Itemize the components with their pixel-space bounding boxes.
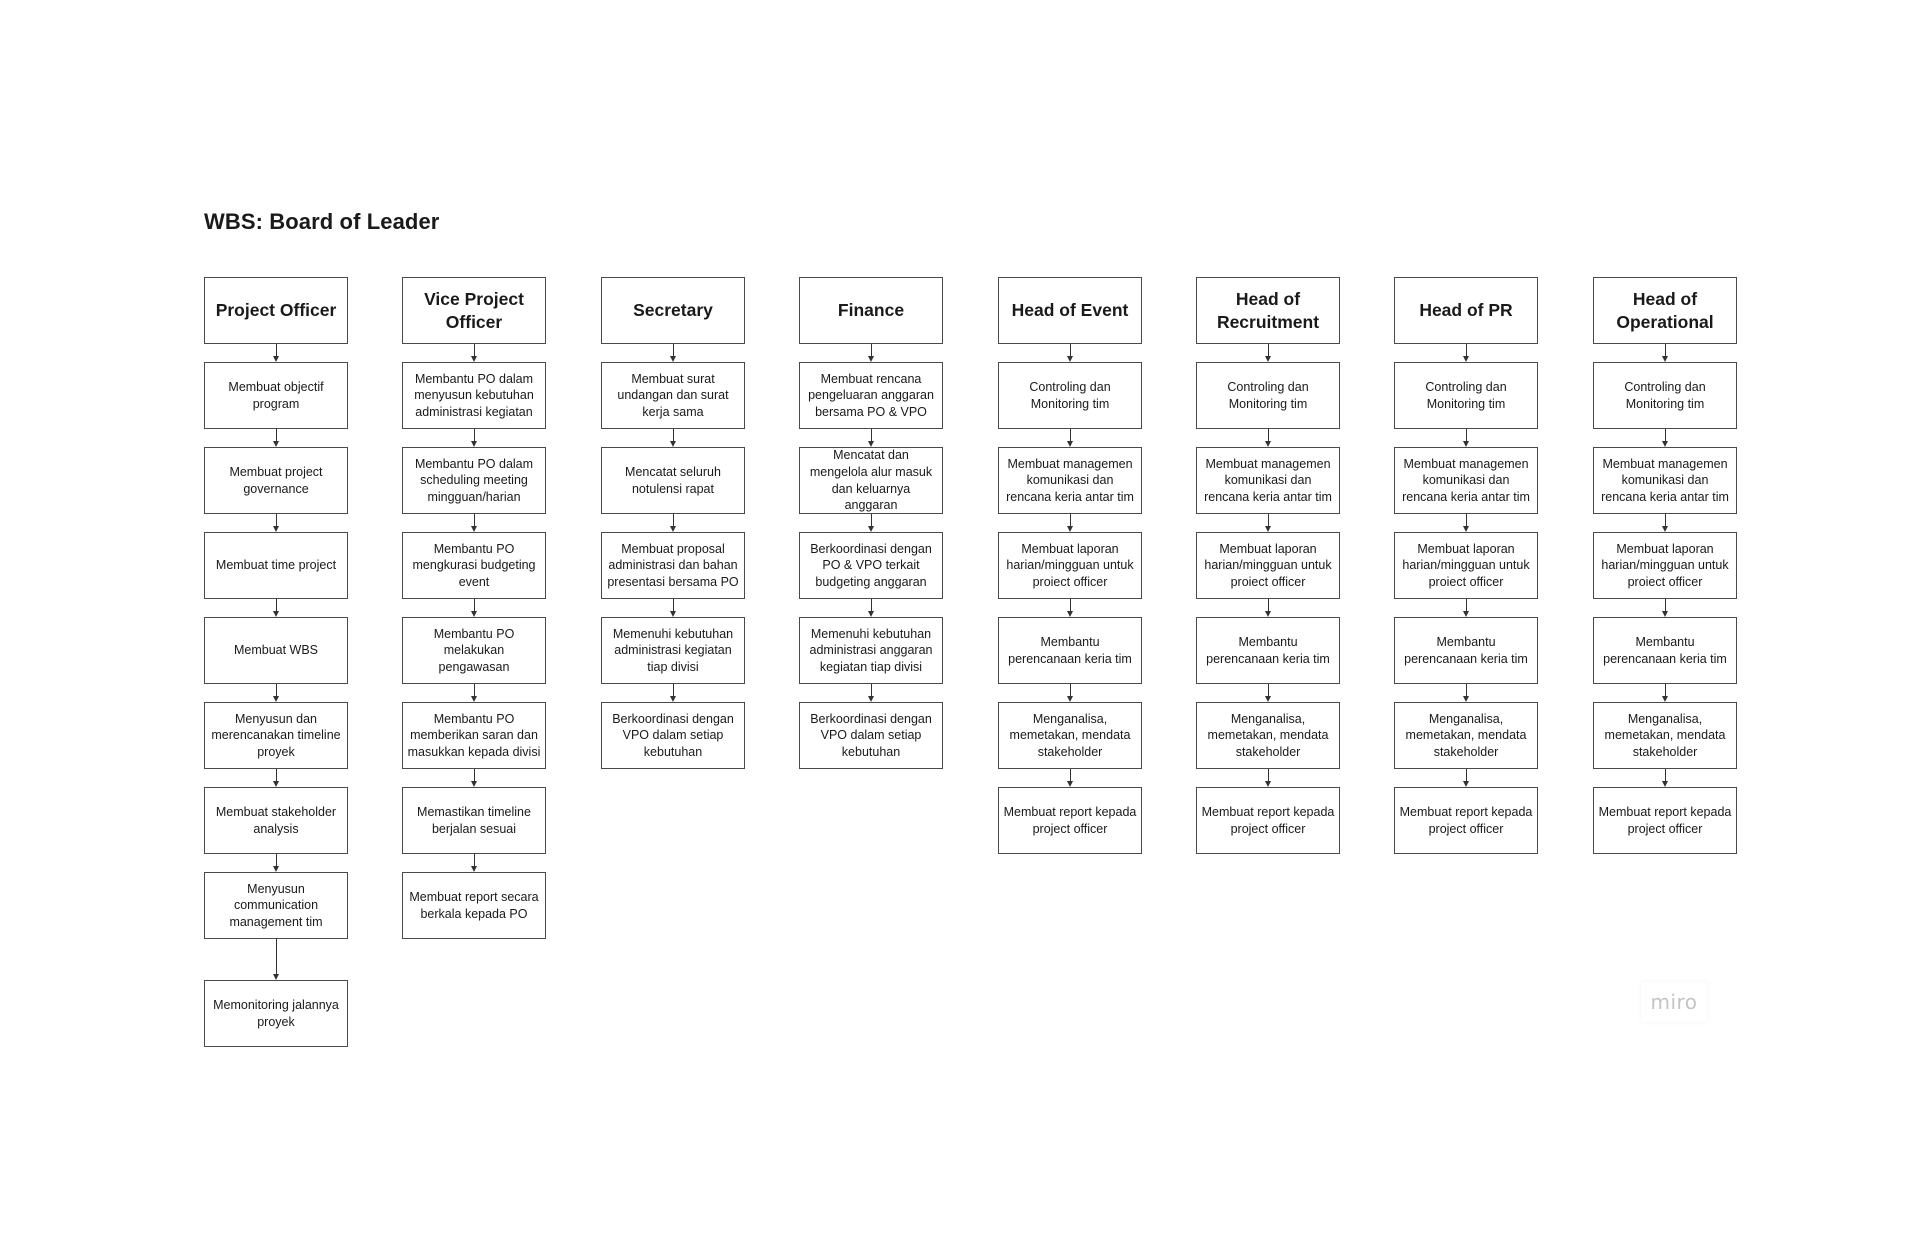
connector-arrow: [1070, 514, 1071, 526]
connector-arrow: [276, 514, 277, 526]
arrowhead: [471, 356, 477, 362]
connector-arrow: [1466, 769, 1467, 781]
connector-arrow: [1665, 344, 1666, 356]
task-box[interactable]: Berkoordinasi dengan VPO dalam setiap kebutuhan: [799, 702, 943, 769]
header-head-of-pr[interactable]: Head of PR: [1394, 277, 1538, 344]
connector-arrow: [673, 429, 674, 441]
arrowhead: [1662, 781, 1668, 787]
arrowhead: [1662, 611, 1668, 617]
page-title: WBS: Board of Leader: [204, 209, 440, 234]
task-box[interactable]: Membuat managemen komunikasi dan rencana keria antar tim: [1394, 447, 1538, 514]
arrowhead: [1463, 696, 1469, 702]
connector-arrow: [1466, 344, 1467, 356]
arrowhead: [471, 866, 477, 872]
task-box[interactable]: Berkoordinasi dengan PO & VPO terkait budgeting anggaran: [799, 532, 943, 599]
arrowhead: [1067, 356, 1073, 362]
connector-arrow: [276, 599, 277, 611]
connector-arrow: [1466, 684, 1467, 696]
arrowhead: [1662, 526, 1668, 532]
arrowhead: [471, 696, 477, 702]
connector-arrow: [474, 599, 475, 611]
arrowhead: [1463, 356, 1469, 362]
arrowhead: [1662, 696, 1668, 702]
arrowhead: [273, 356, 279, 362]
arrowhead: [868, 441, 874, 447]
task-box[interactable]: Controling dan Monitoring tim: [1593, 362, 1737, 429]
task-box[interactable]: Membuat report kepada project officer: [1593, 787, 1737, 854]
arrowhead: [471, 611, 477, 617]
arrowhead: [1265, 611, 1271, 617]
task-box[interactable]: Membuat project governance: [204, 447, 348, 514]
task-box[interactable]: Membuat stakeholder analysis: [204, 787, 348, 854]
arrowhead: [273, 781, 279, 787]
task-box[interactable]: Membuat WBS: [204, 617, 348, 684]
task-box[interactable]: Menganalisa, memetakan, mendata stakeholder: [1593, 702, 1737, 769]
task-box[interactable]: Membuat report secara berkala kepada PO: [402, 872, 546, 939]
arrowhead: [670, 526, 676, 532]
task-box[interactable]: Memastikan timeline berjalan sesuai: [402, 787, 546, 854]
connector-arrow: [1070, 599, 1071, 611]
connector-arrow: [1665, 599, 1666, 611]
arrowhead: [670, 696, 676, 702]
arrowhead: [1265, 526, 1271, 532]
task-box[interactable]: Membuat proposal administrasi dan bahan presentasi bersama PO: [601, 532, 745, 599]
header-finance[interactable]: Finance: [799, 277, 943, 344]
task-box[interactable]: Berkoordinasi dengan VPO dalam setiap kebutuhan: [601, 702, 745, 769]
task-box[interactable]: Membuat managemen komunikasi dan rencana keria antar tim: [1196, 447, 1340, 514]
connector-arrow: [276, 854, 277, 866]
arrowhead: [273, 866, 279, 872]
arrowhead: [868, 356, 874, 362]
connector-arrow: [1466, 514, 1467, 526]
connector-arrow: [871, 344, 872, 356]
task-box[interactable]: Membuat laporan harian/mingguan untuk proiect officer: [1394, 532, 1538, 599]
arrowhead: [1463, 781, 1469, 787]
header-head-of-operational[interactable]: Head of Operational: [1593, 277, 1737, 344]
connector-arrow: [474, 514, 475, 526]
task-box[interactable]: Membuat managemen komunikasi dan rencana keria antar tim: [1593, 447, 1737, 514]
connector-arrow: [474, 769, 475, 781]
connector-arrow: [1268, 769, 1269, 781]
arrowhead: [1265, 781, 1271, 787]
connector-arrow: [673, 599, 674, 611]
connector-arrow: [1466, 599, 1467, 611]
task-box[interactable]: Membantu perencanaan keria tim: [1394, 617, 1538, 684]
arrowhead: [868, 526, 874, 532]
arrowhead: [868, 611, 874, 617]
task-box[interactable]: Membuat objectif program: [204, 362, 348, 429]
arrowhead: [273, 611, 279, 617]
connector-arrow: [1268, 344, 1269, 356]
arrowhead: [273, 526, 279, 532]
task-box[interactable]: Menganalisa, memetakan, mendata stakeholder: [998, 702, 1142, 769]
connector-arrow: [1665, 684, 1666, 696]
arrowhead: [1662, 356, 1668, 362]
connector-arrow: [276, 429, 277, 441]
arrowhead: [1265, 441, 1271, 447]
connector-arrow: [474, 429, 475, 441]
connector-arrow: [1070, 429, 1071, 441]
connector-arrow: [871, 514, 872, 526]
task-box[interactable]: Membuat laporan harian/mingguan untuk proiect officer: [998, 532, 1142, 599]
task-box[interactable]: Membuat report kepada project officer: [1196, 787, 1340, 854]
connector-arrow: [276, 939, 277, 974]
task-box[interactable]: Membuat report kepada project officer: [998, 787, 1142, 854]
connector-arrow: [1268, 684, 1269, 696]
connector-arrow: [474, 854, 475, 866]
arrowhead: [1067, 441, 1073, 447]
connector-arrow: [1268, 514, 1269, 526]
arrowhead: [1265, 696, 1271, 702]
connector-arrow: [1665, 514, 1666, 526]
arrowhead: [273, 696, 279, 702]
header-head-of-recruitment[interactable]: Head of Recruitment: [1196, 277, 1340, 344]
arrowhead: [471, 781, 477, 787]
task-box[interactable]: Menganalisa, memetakan, mendata stakeholder: [1196, 702, 1340, 769]
task-box[interactable]: Controling dan Monitoring tim: [1196, 362, 1340, 429]
connector-arrow: [871, 599, 872, 611]
task-box[interactable]: Membuat rencana pengeluaran anggaran bersama PO & VPO: [799, 362, 943, 429]
arrowhead: [1067, 526, 1073, 532]
task-box[interactable]: Membuat time project: [204, 532, 348, 599]
connector-arrow: [276, 769, 277, 781]
task-box[interactable]: Menganalisa, memetakan, mendata stakeholder: [1394, 702, 1538, 769]
connector-arrow: [871, 429, 872, 441]
task-box[interactable]: Memenuhi kebutuhan administrasi kegiatan tiap divisi: [601, 617, 745, 684]
task-box[interactable]: Membantu perencanaan keria tim: [998, 617, 1142, 684]
arrowhead: [1463, 611, 1469, 617]
task-box[interactable]: Membuat laporan harian/mingguan untuk proiect officer: [1593, 532, 1737, 599]
arrowhead: [1463, 526, 1469, 532]
task-box[interactable]: Membantu perencanaan keria tim: [1196, 617, 1340, 684]
arrowhead: [273, 441, 279, 447]
arrowhead: [1265, 356, 1271, 362]
connector-arrow: [1070, 684, 1071, 696]
connector-arrow: [1466, 429, 1467, 441]
connector-arrow: [1665, 769, 1666, 781]
arrowhead: [471, 526, 477, 532]
task-box[interactable]: Controling dan Monitoring tim: [998, 362, 1142, 429]
header-vice-project-officer[interactable]: Vice Project Officer: [402, 277, 546, 344]
arrowhead: [1067, 781, 1073, 787]
task-box[interactable]: Controling dan Monitoring tim: [1394, 362, 1538, 429]
task-box[interactable]: Membantu PO dalam scheduling meeting mingguan/harian: [402, 447, 546, 514]
connector-arrow: [276, 344, 277, 356]
arrowhead: [1662, 441, 1668, 447]
task-box[interactable]: Memenuhi kebutuhan administrasi anggaran kegiatan tiap divisi: [799, 617, 943, 684]
connector-arrow: [1268, 599, 1269, 611]
header-project-officer[interactable]: Project Officer: [204, 277, 348, 344]
arrowhead: [670, 356, 676, 362]
connector-arrow: [474, 684, 475, 696]
connector-arrow: [1070, 769, 1071, 781]
connector-arrow: [474, 344, 475, 356]
arrowhead: [868, 696, 874, 702]
task-box[interactable]: Membantu PO mengkurasi budgeting event: [402, 532, 546, 599]
miro-logo: miro: [1641, 982, 1707, 1022]
task-box[interactable]: Memonitoring jalannya proyek: [204, 980, 348, 1047]
task-box[interactable]: Mencatat dan mengelola alur masuk dan keluarnya anggaran: [799, 447, 943, 514]
task-box[interactable]: Membantu PO dalam menyusun kebutuhan administrasi kegiatan: [402, 362, 546, 429]
header-head-of-event[interactable]: Head of Event: [998, 277, 1142, 344]
arrowhead: [1463, 441, 1469, 447]
connector-arrow: [1070, 344, 1071, 356]
arrowhead: [273, 974, 279, 980]
task-box[interactable]: Membuat managemen komunikasi dan rencana keria antar tim: [998, 447, 1142, 514]
task-box[interactable]: Menyusun communication management tim: [204, 872, 348, 939]
task-box[interactable]: Membuat surat undangan dan surat kerja sama: [601, 362, 745, 429]
connector-arrow: [1268, 429, 1269, 441]
task-box[interactable]: Membantu perencanaan keria tim: [1593, 617, 1737, 684]
connector-arrow: [871, 684, 872, 696]
connector-arrow: [673, 344, 674, 356]
connector-arrow: [673, 514, 674, 526]
arrowhead: [670, 611, 676, 617]
task-box[interactable]: Mencatat seluruh notulensi rapat: [601, 447, 745, 514]
task-box[interactable]: Membantu PO melakukan pengawasan: [402, 617, 546, 684]
task-box[interactable]: Membuat report kepada project officer: [1394, 787, 1538, 854]
header-secretary[interactable]: Secretary: [601, 277, 745, 344]
connector-arrow: [673, 684, 674, 696]
connector-arrow: [1665, 429, 1666, 441]
connector-arrow: [276, 684, 277, 696]
arrowhead: [1067, 611, 1073, 617]
arrowhead: [471, 441, 477, 447]
task-box[interactable]: Membantu PO memberikan saran dan masukkan kepada divisi: [402, 702, 546, 769]
arrowhead: [670, 441, 676, 447]
task-box[interactable]: Menyusun dan merencanakan timeline proyek: [204, 702, 348, 769]
task-box[interactable]: Membuat laporan harian/mingguan untuk proiect officer: [1196, 532, 1340, 599]
arrowhead: [1067, 696, 1073, 702]
